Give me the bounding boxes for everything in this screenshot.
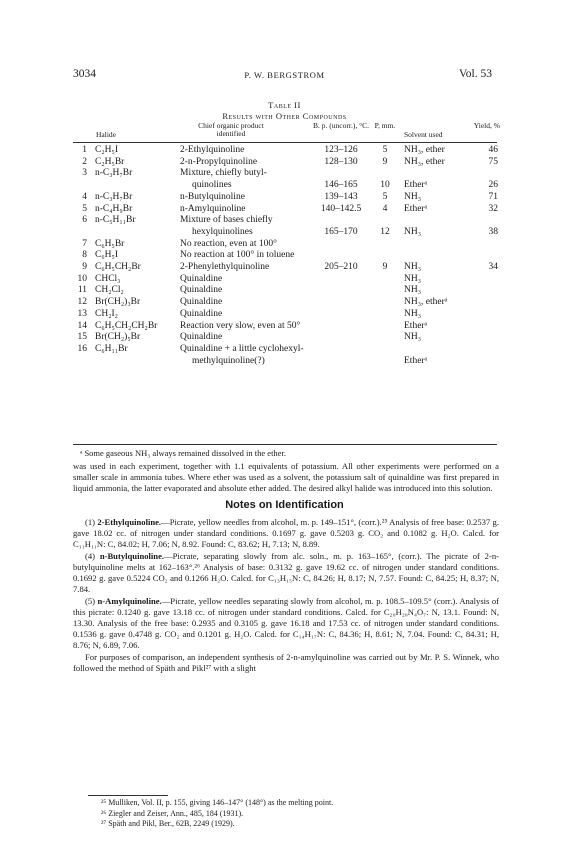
- paragraph-comparison: For purposes of comparison, an independent synthesis of 2-n-amylquinoline was carried out by Mr. P. S. Winnek, who followed the method of Späth and Pikl²⁷ with a slight: [73, 652, 499, 673]
- row-product: No reaction at 100° in toluene: [180, 250, 295, 261]
- row-yield: 71: [488, 191, 498, 202]
- row-number: 2: [82, 156, 87, 167]
- row-solvent: NH₃: [404, 285, 422, 296]
- row-yield: 32: [488, 203, 498, 214]
- row-halide: n-C₄H₉Br: [95, 203, 133, 214]
- row-solvent: NH₃, ether: [404, 156, 445, 167]
- notes-block: [73, 517, 499, 674]
- row-halide: n-C₃H₇Br: [95, 191, 133, 202]
- row-halide: CH₂Cl₂: [95, 285, 124, 296]
- row-number: 12: [77, 297, 87, 308]
- table-label: Table II: [268, 100, 301, 110]
- footnote-rule: [88, 795, 168, 796]
- col-yield-label: Yield, %: [473, 121, 500, 130]
- note-4: [73, 551, 499, 595]
- paragraph-intro-text: was used in each experiment, together with 1.1 equivalents of potassium. All other experiments were performed on a smaller scale in ammonia tubes. Where ether was used as a solvent, the potassium salt of quinaldine was first prepared in liquid ammonia, the latter evaporated and absolute ether added. The desired alkyl halide was introduced into this solution.: [73, 461, 499, 493]
- row-bp: 128–130: [324, 156, 358, 167]
- row-product: hexylquinolines: [192, 226, 253, 237]
- row-product: Reaction very slow, even at 50°: [180, 320, 301, 331]
- row-solvent: NH₃: [404, 226, 422, 237]
- row-yield: 34: [488, 262, 498, 272]
- row-halide: C₆H₅I: [95, 250, 118, 261]
- col-solvent: Solvent used: [404, 130, 443, 139]
- row-product: Quinaldine: [180, 297, 223, 308]
- row-number: 5: [82, 203, 87, 214]
- row-halide: CHCl₃: [95, 273, 121, 284]
- note-5: [73, 596, 499, 651]
- note-1-text: —Picrate, yellow needles from alcohol, m. p. 149–151°, (corr.).²⁵ Analysis of free base: 0.2537 g. gave 18.02 cc. of nitrogen under standard conditions. 0.1697 g. gave 0.5203 g. CO₂ and 0.1082 g. H₂O. Calcd. for C₁₁H₁₁N: C, 84.02; H, 7.06; N, 8.92. Found: C, 83.62; H, 7.13; N, 8.89.: [73, 517, 499, 549]
- row-solvent: Etherᵃ: [404, 180, 428, 191]
- row-solvent: NH₃, ether: [404, 145, 445, 155]
- row-number: 11: [77, 285, 87, 296]
- row-pressure: 4: [382, 203, 388, 214]
- row-bp: 140–142.5: [320, 203, 362, 214]
- row-solvent: Etherᵃ: [404, 320, 428, 331]
- note-5-lead: (5): [85, 596, 98, 606]
- footnotes: [73, 798, 499, 830]
- col-yield: [470, 122, 500, 130]
- row-product: quinolines: [192, 180, 232, 191]
- row-solvent: NH₃: [404, 308, 422, 319]
- row-bp: 139–143: [324, 191, 358, 202]
- row-halide: C₆H₅Br: [95, 238, 125, 249]
- row-product: Quinaldine + a little cyclohexyl-: [180, 343, 304, 354]
- row-pressure: 5: [382, 145, 388, 155]
- col-p: [374, 122, 396, 130]
- row-product: 2-Ethylquinoline: [180, 145, 245, 155]
- footnote-26: ²⁶ Ziegler and Zeiser, Ann., 485, 184 (1931).: [101, 808, 244, 818]
- row-solvent: NH₃: [404, 273, 422, 284]
- row-product: methylquinoline(?): [192, 355, 265, 366]
- row-pressure: 5: [382, 191, 388, 202]
- row-bp: 165–170: [324, 226, 358, 237]
- row-product: Mixture, chiefly butyl-: [180, 168, 267, 179]
- row-pressure: 9: [382, 262, 388, 272]
- note-4-name: n-Butylquinoline.: [99, 551, 165, 561]
- row-halide: C₂H₅I: [95, 145, 118, 155]
- row-solvent: NH₃: [404, 191, 422, 202]
- row-number: 10: [77, 273, 87, 284]
- row-bp: 146–165: [324, 180, 358, 191]
- row-bp: 205–210: [324, 262, 358, 272]
- table-title: Results with Other Compounds: [222, 111, 347, 121]
- col-halide: Halide: [96, 130, 116, 139]
- row-halide: C₆H₁₁Br: [95, 343, 128, 354]
- page-number: 3034: [73, 68, 96, 80]
- row-product: Mixture of bases chiefly: [180, 215, 273, 226]
- row-halide: C₆H₅CH₂CH₂Br: [95, 320, 158, 331]
- row-number: 13: [77, 308, 87, 319]
- row-number: 1: [82, 145, 87, 155]
- row-pressure: 9: [382, 156, 388, 167]
- row-yield: 26: [488, 180, 498, 191]
- row-bp: 123–126: [324, 145, 358, 155]
- note-4-text: —Picrate, separating slowly from alc. soln., m. p. 163–165°, (corr.). The picrate of 2-n-butylquinoline melts at 162–163°.²⁶ Analysis of base: 0.3132 g. gave 19.62 cc. of nitrogen under standard conditions. 0.1692 g. gave 0.5224 CO₂ and 0.1266 H₂O. Calcd. for C₁₃H₁₅N: C, 84.26; H, 8.17; N, 7.57. Found: C, 84.25; H, 8.37; N, 7.84.: [73, 551, 499, 594]
- row-product: n-Amylquinoline: [180, 203, 246, 214]
- row-solvent: NH₃: [404, 262, 422, 272]
- row-pressure: 10: [380, 180, 390, 191]
- row-halide: Br(CH₂)₃Br: [95, 297, 141, 308]
- row-number: 14: [77, 320, 87, 331]
- row-yield: 46: [488, 145, 498, 155]
- row-number: 16: [77, 343, 87, 354]
- row-halide: Br(CH₂)₅Br: [95, 332, 141, 343]
- row-solvent: NH₃, etherᵃ: [404, 297, 448, 308]
- row-halide: n-C₃H₇Br: [95, 168, 133, 179]
- col-product-label: Chief organic product identified: [198, 121, 264, 138]
- row-product: Quinaldine: [180, 332, 223, 343]
- row-halide: C₆H₅CH₂Br: [95, 262, 141, 272]
- table-top-rule: [73, 142, 497, 143]
- note-5-text: —Picrate, yellow needles separating slowly from alcohol, m. p. 108.5–109.5° (corr.). Analysis of this picrate: 0.1240 g. gave 13.18 cc. of nitrogen under standard conditions. Calcd. for C₂₀H₂₀N₄O₇: N, 13.1. Found: N, 13.30. Analysis of the free base: 0.2935 and 0.3105 g. gave 16.18 and 17.53 cc. of nitrogen under standard conditions. 0.1536 g. gave 0.4748 g. CO₂ and 0.1201 g. H₂O. Calcd. for C₁₄H₁₇N: C, 84.36; H, 8.61; N, 7.04. Found: C, 84.31; H, 8.76; N, 6.89, 7.06.: [73, 596, 500, 650]
- row-halide: C₂H₅Br: [95, 156, 125, 167]
- row-solvent: Etherᵃ: [404, 203, 428, 214]
- row-solvent: NH₃: [404, 332, 422, 343]
- col-p-label: P, mm.: [374, 121, 396, 130]
- row-product: n-Butylquinoline: [180, 191, 245, 202]
- note-1-name: 2-Ethylquinoline.: [97, 517, 162, 527]
- col-product: [190, 122, 272, 138]
- row-product: 2-Phenylethylquinoline: [180, 262, 270, 272]
- row-yield: 38: [488, 226, 498, 237]
- volume-label: Vol. 53: [458, 68, 492, 80]
- row-product: Quinaldine: [180, 285, 223, 296]
- row-product: No reaction, even at 100°: [180, 238, 277, 249]
- row-halide: n-C₅H₁₁Br: [95, 215, 136, 226]
- row-halide: CH₂I₂: [95, 308, 118, 319]
- row-number: 6: [82, 215, 87, 226]
- note-1: [73, 517, 499, 550]
- running-author: P. W. BERGSTROM: [244, 70, 325, 80]
- col-bp: [313, 122, 369, 130]
- table-bottom-rule: [73, 444, 497, 445]
- row-product: Quinaldine: [180, 273, 223, 284]
- footnote-27: ²⁷ Späth and Pikl, Ber., 62B, 2249 (1929).: [101, 819, 235, 828]
- row-number: 8: [82, 250, 87, 261]
- note-4-lead: (4): [85, 551, 100, 561]
- note-5-name: n-Amylquinoline.: [97, 596, 162, 606]
- row-solvent: Etherᵃ: [404, 355, 428, 366]
- footnote-25: ²⁵ Mulliken, Vol. II, p. 155, giving 146–147° (148°) as the melting point.: [101, 798, 334, 807]
- row-yield: 75: [488, 156, 498, 167]
- row-pressure: 12: [380, 226, 390, 237]
- row-product: 2-n-Propylquinoline: [180, 156, 258, 167]
- row-number: 4: [82, 191, 87, 202]
- col-bp-label: B. p. (uncorr.), °C.: [313, 121, 369, 130]
- row-product: Quinaldine: [180, 308, 223, 319]
- row-number: 3: [82, 168, 87, 179]
- row-number: 7: [82, 238, 87, 249]
- table-footnote: ᵃ Some gaseous NH₃ always remained dissolved in the ether.: [80, 448, 286, 458]
- row-number: 15: [77, 332, 87, 343]
- note-1-lead: (1): [85, 517, 98, 527]
- row-number: 9: [82, 262, 87, 272]
- running-header: [0, 68, 569, 84]
- paragraph-intro: [73, 461, 499, 494]
- section-title: Notes on Identification: [225, 499, 344, 511]
